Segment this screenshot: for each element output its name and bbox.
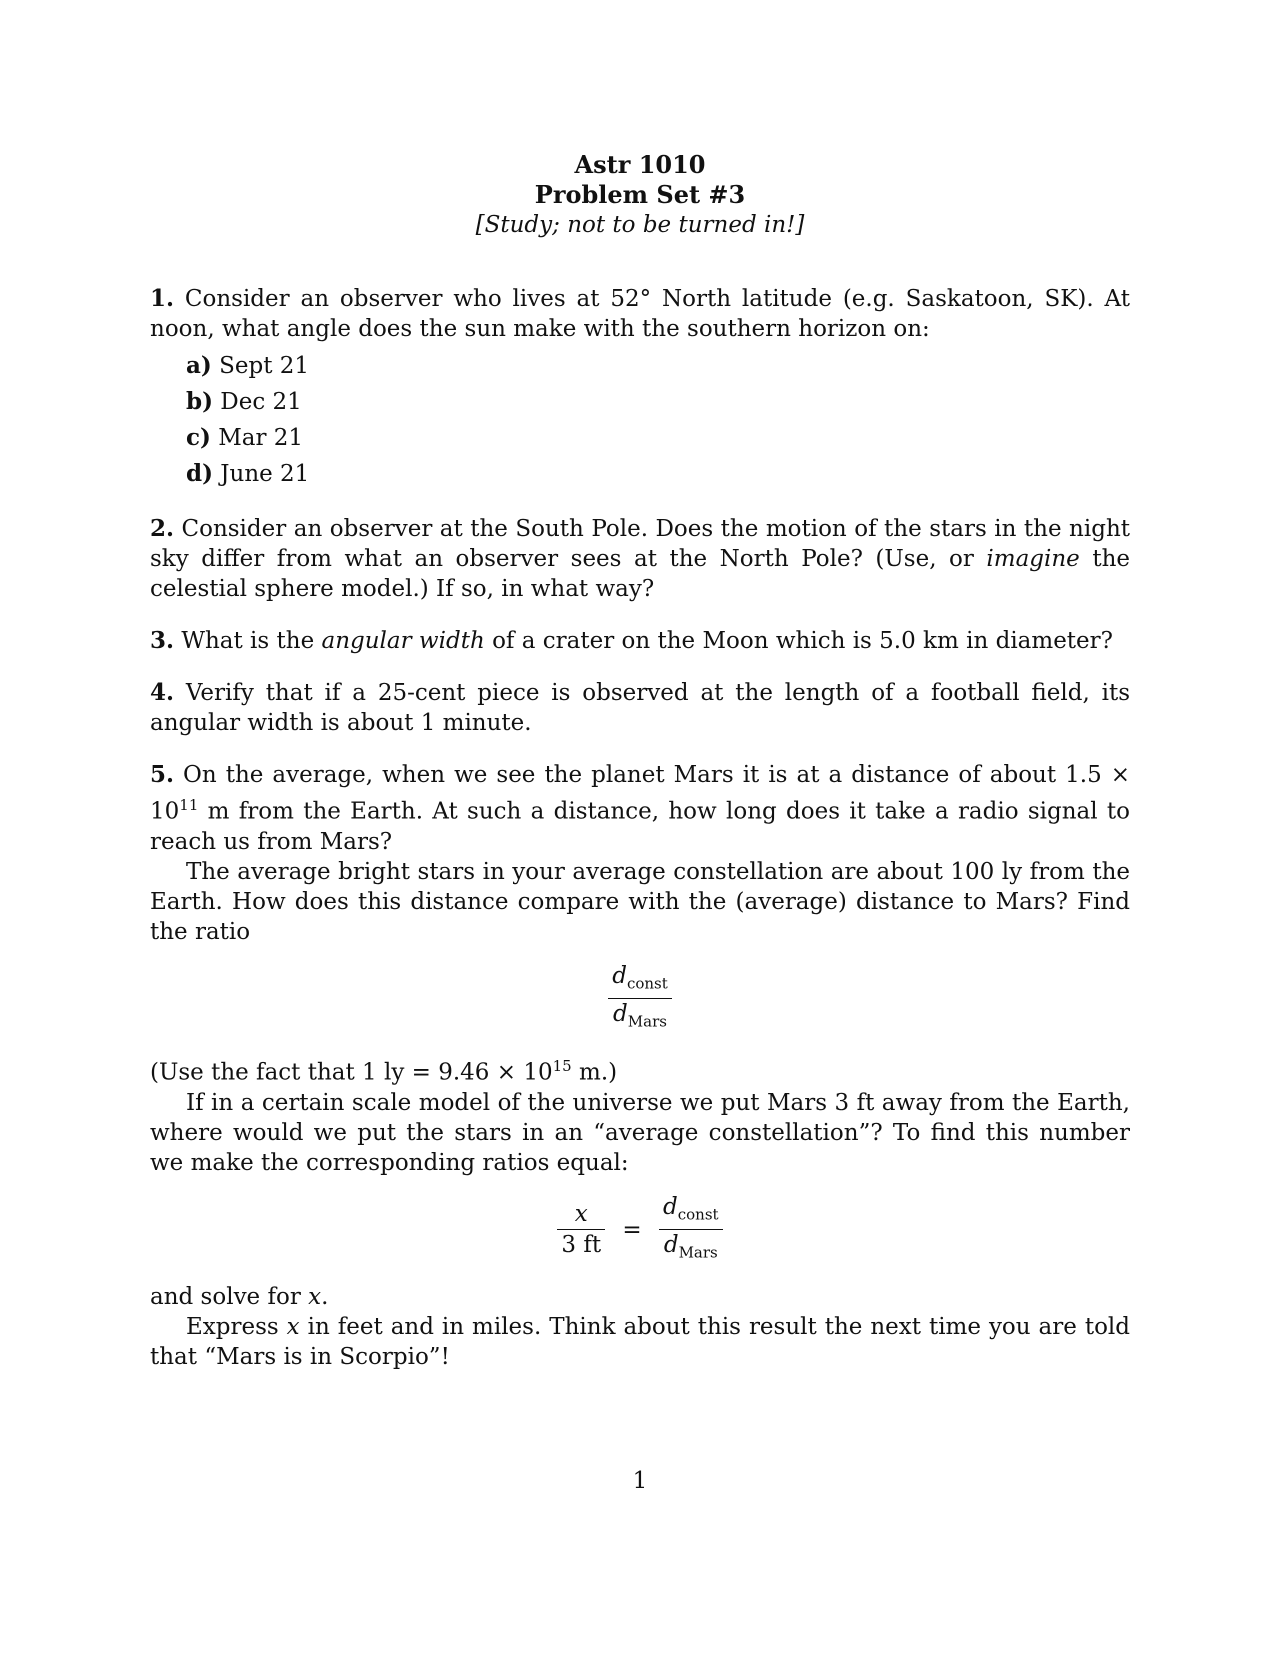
right-fraction: [659, 1192, 723, 1268]
part-item: [186, 348, 1130, 384]
problem-3-body-b: of a crater on the Moon which is 5.0 km in diameter?: [484, 628, 1113, 654]
exponent: 11: [179, 796, 199, 814]
problem-5-p1-b: m from the Earth. At such a distance, how long does it take a radio signal to reach us from Mars?: [150, 798, 1130, 855]
problem-5-p3-b: m.): [571, 1059, 618, 1086]
problem-5-p6-b: in feet and in miles. Think about this result the next time you are told that “Mars is in Scorpio”!: [150, 1313, 1131, 1370]
problem-2-body-b: the celestial sphere model.) If so, in what way?: [150, 546, 1130, 602]
problem-5-para-4: If in a certain scale model of the universe we put Mars 3 ft away from the Earth, where would we put the stars in an “average constellation”? To find this number we make the corresponding ratios equal:: [150, 1089, 1130, 1176]
problem-1-body: Consider an observer who lives at 52° North latitude (e.g. Saskatoon, SK). At noon, what angle does the sun make with the southern horizon on:: [150, 286, 1131, 342]
problem-5-para-2: The average bright stars in your average constellation are about 100 ly from the Earth. How does this distance compare with the (average) distance to Mars? Find the ratio: [150, 858, 1130, 945]
equals-sign: =: [622, 1216, 642, 1243]
part-text: Dec 21: [220, 389, 302, 415]
problem-5-para-6: [150, 1312, 1130, 1372]
denominator-sub: Mars: [678, 1243, 718, 1262]
left-fraction: [557, 1199, 605, 1260]
fraction-numerator: [608, 961, 672, 1000]
problem-number: 1.: [150, 285, 175, 312]
problem-5-p3-a: (Use the fact that 1 ly = 9.46 × 10: [150, 1059, 553, 1086]
variable-x: x: [286, 1313, 300, 1340]
course-title: Astr 1010: [574, 150, 706, 179]
problem-2-body-a: Consider an observer at the South Pole. Does the motion of the stars in the night sky differ from what an observer sees at the North Pole? (Use, or: [150, 516, 1130, 572]
ratio-fraction: [608, 961, 672, 1037]
part-label: c): [186, 424, 211, 451]
problem-number: 4.: [150, 679, 175, 706]
part-text: Mar 21: [218, 425, 304, 451]
problem-1-parts: [186, 348, 1130, 492]
part-label: a): [186, 352, 212, 379]
ratio-display: [150, 961, 1130, 1037]
denominator-sub: Mars: [627, 1012, 667, 1031]
problem-number: 3.: [150, 627, 175, 654]
problem-5-para-3: [150, 1051, 1130, 1088]
problem-5-p5-b: .: [321, 1283, 329, 1310]
problem-number: 2.: [150, 515, 175, 542]
equation-display: [150, 1192, 1130, 1268]
problem-5-p6-a: Express: [186, 1313, 287, 1340]
problem-number: 5.: [150, 761, 175, 788]
denominator-var: d: [663, 1232, 679, 1259]
problem-5-p1-a: On the average, when we see the planet Mars it is at a distance of about 1.5 × 10: [150, 762, 1131, 825]
problem-3-emphasis: angular width: [321, 628, 485, 654]
page-number: 1: [632, 1468, 648, 1494]
fraction-denominator: 3 ft: [561, 1232, 602, 1259]
part-text: Sept 21: [219, 353, 310, 379]
part-item: [186, 420, 1130, 456]
problem-1: [150, 284, 1130, 492]
problem-3-body-a: What is the: [181, 628, 322, 654]
fraction-denominator: [659, 1230, 723, 1268]
fraction-denominator: [608, 999, 672, 1037]
problem-4-body: Verify that if a 25-cent piece is observed at the length of a football field, its angular width is about 1 minute.: [150, 680, 1131, 736]
problem-2: [150, 514, 1130, 604]
document-page: [150, 150, 1130, 1394]
part-item: [186, 384, 1130, 420]
numerator-var: d: [612, 962, 627, 989]
problem-3: [150, 626, 1130, 656]
numerator-sub: const: [677, 1205, 719, 1224]
fraction-numerator: [659, 1192, 723, 1231]
problem-4-text: [150, 678, 1130, 738]
problem-2-emphasis: imagine: [986, 546, 1080, 572]
fraction-numerator: x: [557, 1199, 605, 1230]
study-note: [Study; not to be turned in!]: [475, 212, 805, 238]
numerator-var: d: [663, 1193, 678, 1220]
part-text: June 21: [220, 461, 310, 487]
document-header: [150, 150, 1130, 240]
problem-5-para-5: [150, 1282, 1130, 1312]
variable-x: x: [308, 1283, 322, 1310]
problem-5-p5-a: and solve for: [150, 1283, 309, 1310]
problem-3-text: [150, 626, 1130, 656]
exponent: 15: [552, 1056, 572, 1075]
numerator-sub: const: [626, 974, 668, 993]
problem-4: [150, 678, 1130, 738]
part-item: [186, 456, 1130, 492]
part-label: b): [186, 388, 213, 415]
problem-2-text: [150, 514, 1130, 604]
problem-1-text: [150, 284, 1130, 344]
problem-5: [150, 760, 1130, 1372]
problem-set-title: Problem Set #3: [534, 180, 746, 209]
denominator-var: d: [613, 1001, 628, 1028]
problem-5-para-1: [150, 760, 1130, 857]
part-label: d): [186, 460, 213, 487]
